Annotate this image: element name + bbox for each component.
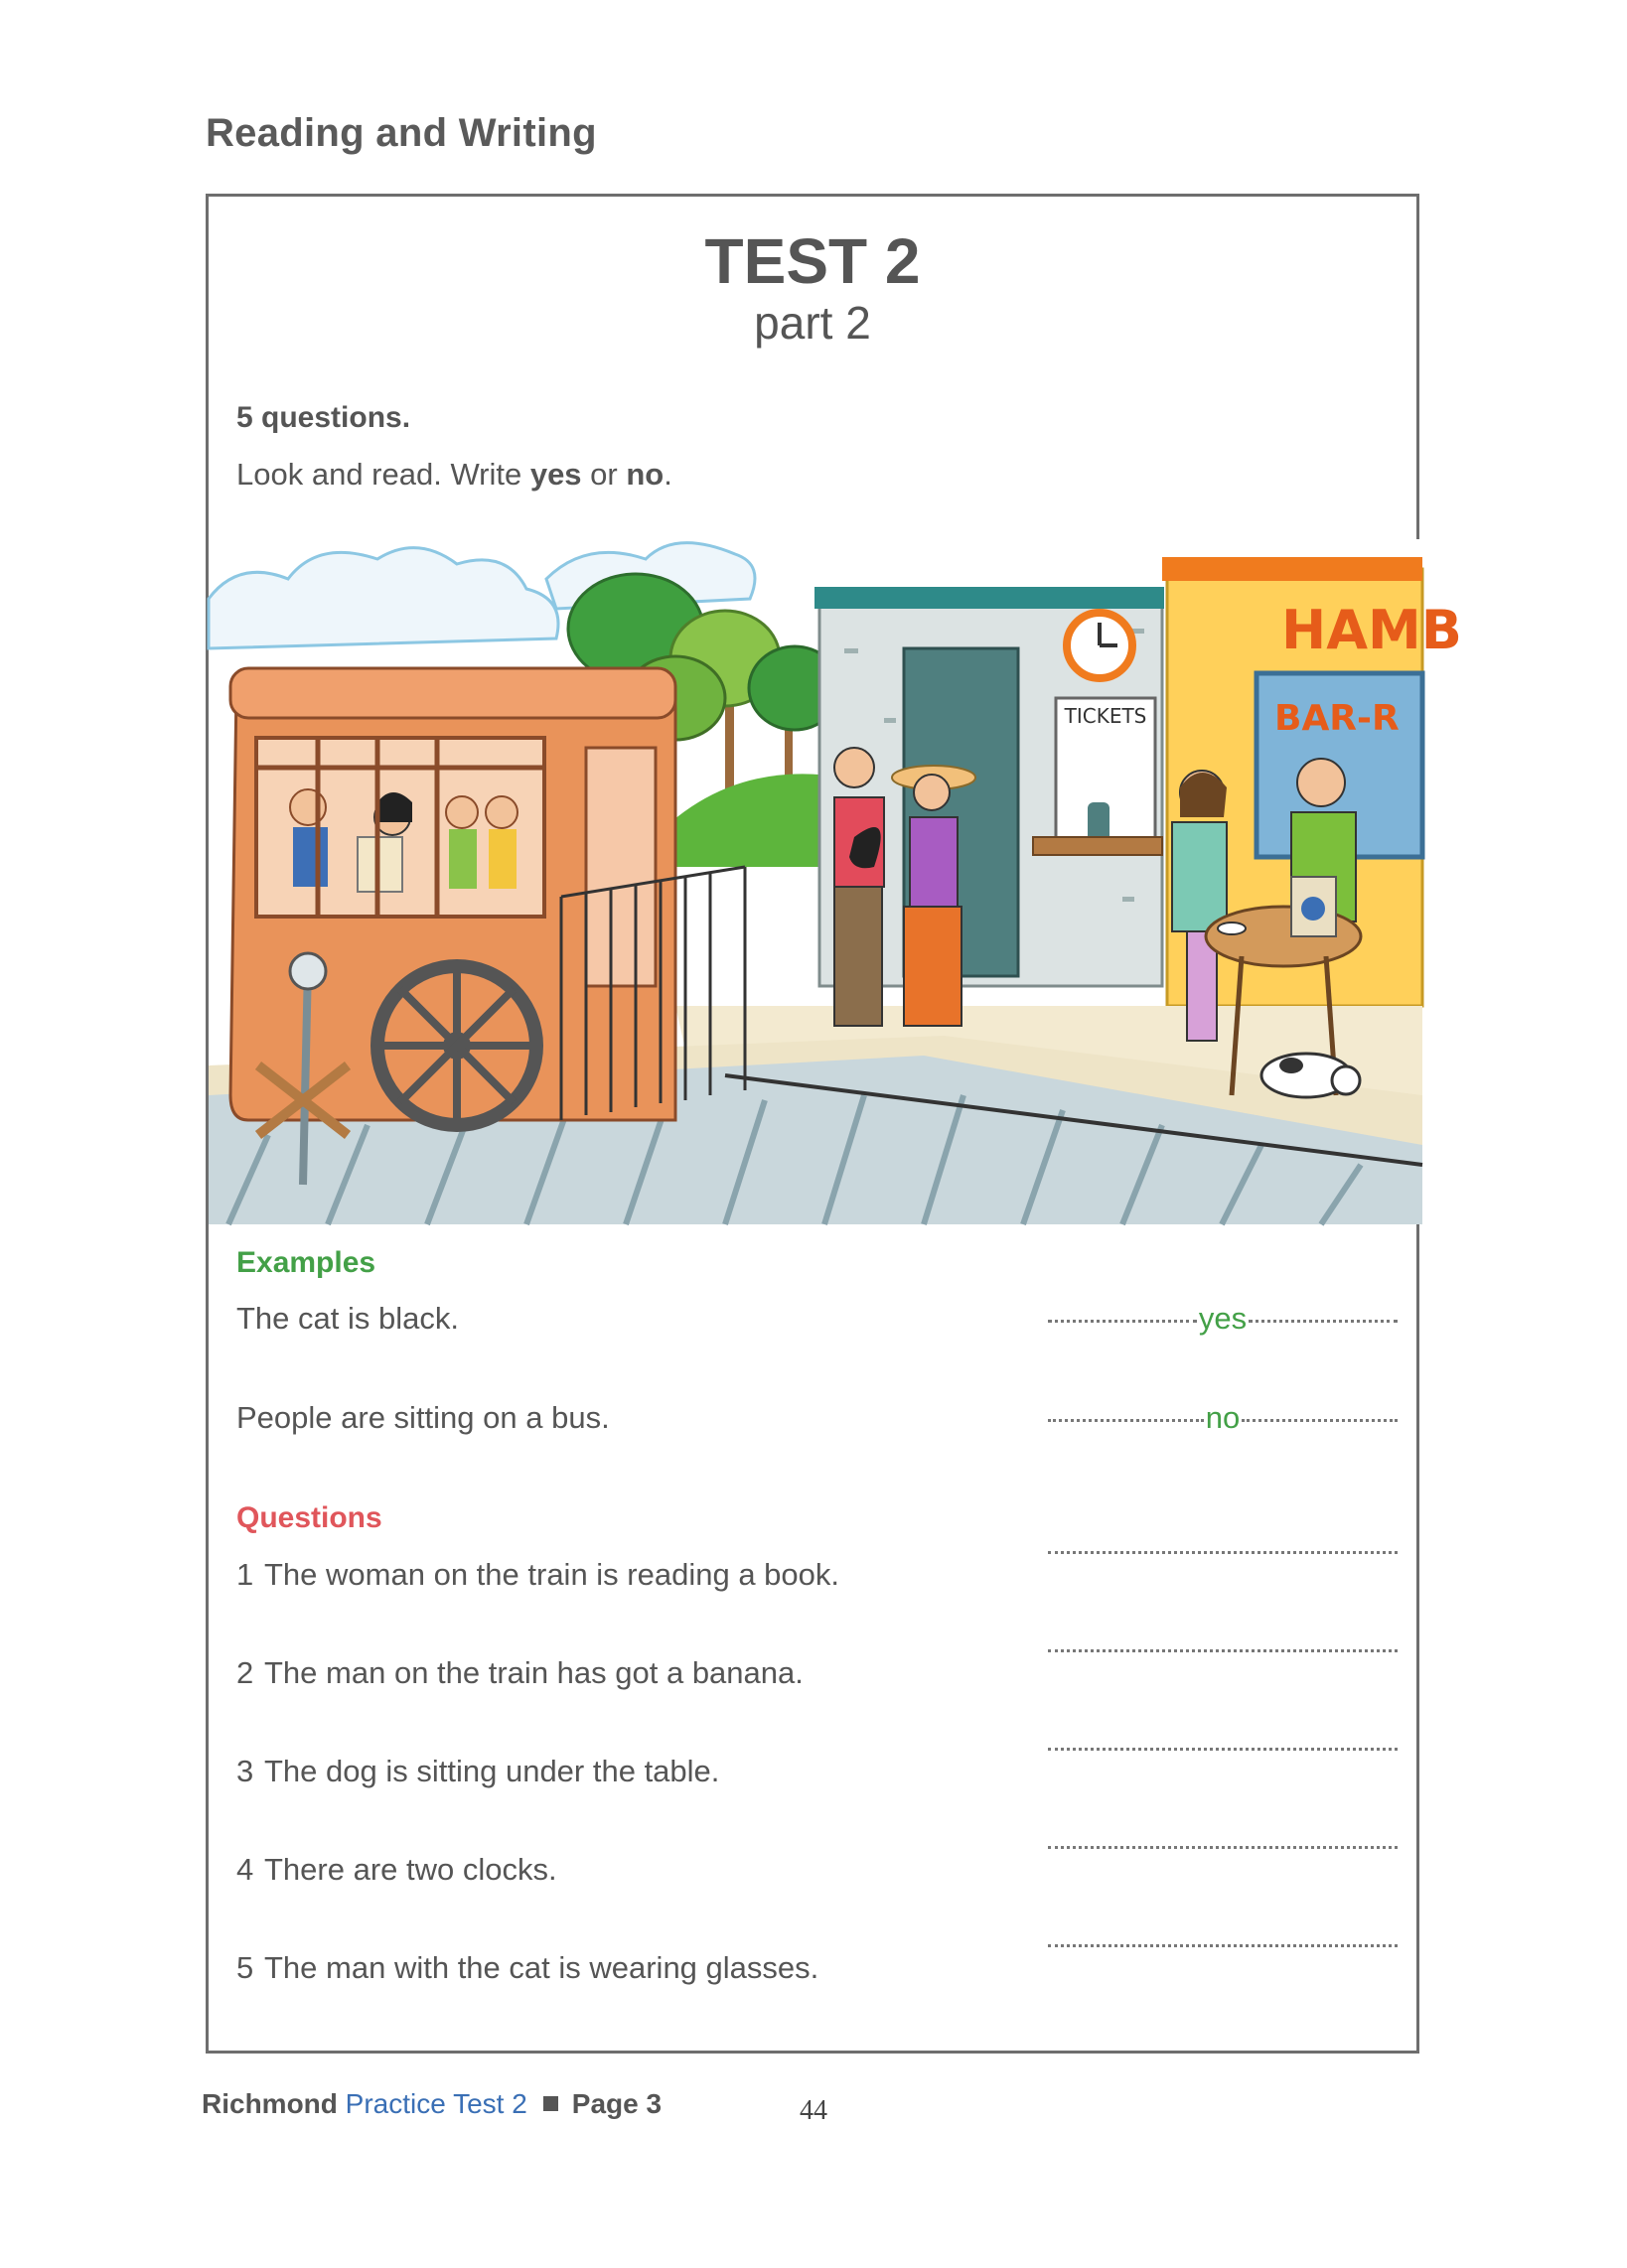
questions-label: Questions (236, 1501, 382, 1534)
answer-field-2[interactable] (1048, 1655, 1398, 1658)
question-count: 5 questions. (236, 401, 411, 434)
test-title: TEST 2 (704, 225, 921, 297)
question-2: 2 The man on the train has got a banana. (236, 1655, 804, 1690)
test-frame (206, 194, 1462, 2054)
answer-field-1[interactable] (1048, 1557, 1398, 1560)
section-heading: Reading and Writing (206, 111, 597, 155)
example-1-text: The cat is black. (236, 1301, 459, 1336)
example-2-answer: no (1048, 1400, 1398, 1436)
shop-sign-bar: BAR-R (1274, 698, 1400, 739)
examples-label: Examples (236, 1246, 376, 1279)
question-3: 3 The dog is sitting under the table. (236, 1754, 720, 1788)
station-illustration (209, 539, 1462, 1224)
shop-sign-burger: HAMB (1281, 599, 1462, 661)
example-2-text: People are sitting on a bus. (236, 1400, 610, 1435)
instructions: Look and read. Write yes or no. (236, 457, 672, 492)
tickets-sign: TICKETS (1064, 704, 1147, 728)
question-4: 4 There are two clocks. (236, 1852, 557, 1887)
square-icon (543, 2096, 558, 2111)
answer-field-4[interactable] (1048, 1852, 1398, 1855)
test-part: part 2 (754, 297, 871, 349)
answer-field-3[interactable] (1048, 1754, 1398, 1757)
question-1: 1 The woman on the train is reading a book. (236, 1557, 840, 1592)
footer: Richmond Practice Test 2 Page 3 (202, 2088, 663, 2119)
example-1-answer: yes (1048, 1301, 1398, 1337)
page-number: 44 (800, 2095, 827, 2126)
question-5: 5 The man with the cat is wearing glasses. (236, 1950, 819, 1985)
answer-field-5[interactable] (1048, 1950, 1398, 1953)
